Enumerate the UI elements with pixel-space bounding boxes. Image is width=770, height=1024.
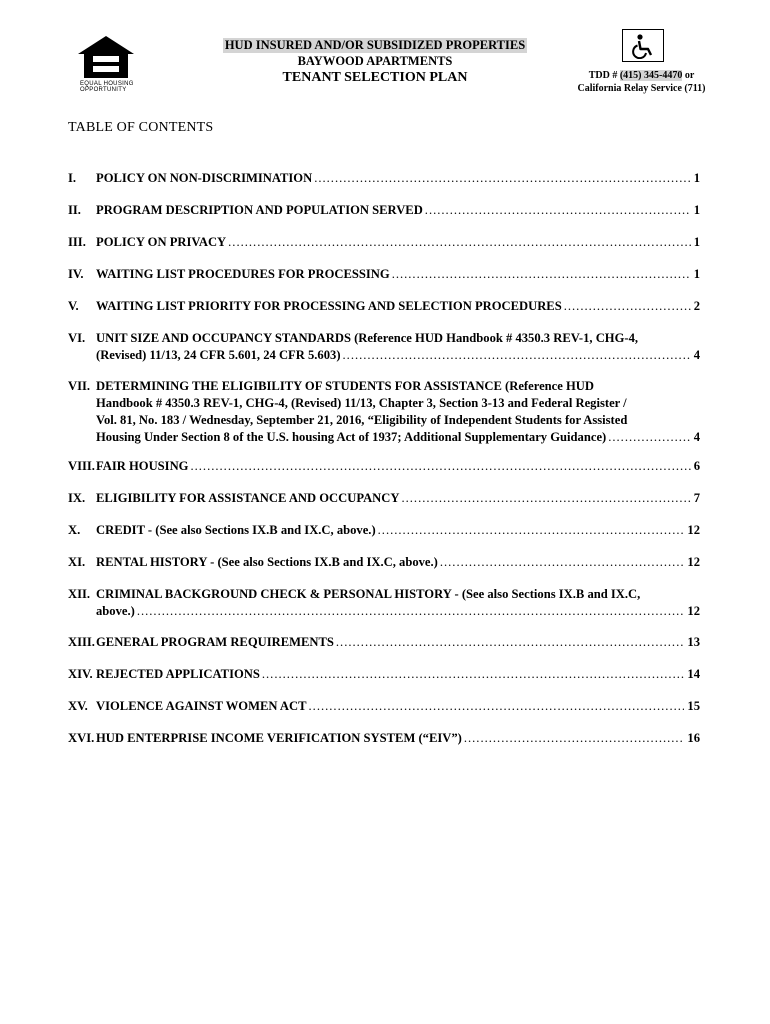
toc-entry[interactable] <box>68 234 700 251</box>
dot-leader <box>378 522 685 539</box>
dot-leader <box>425 202 691 219</box>
toc-page-number: 1 <box>693 203 700 217</box>
toc-entry-number: X. <box>68 523 81 537</box>
tdd-suffix: or <box>682 70 695 81</box>
toc-entry-number: XIII. <box>68 635 95 649</box>
toc-page-number: 12 <box>687 555 700 569</box>
toc-title: TABLE OF CONTENTS <box>68 120 214 135</box>
toc-page-number: 12 <box>687 523 700 537</box>
toc-entry[interactable] <box>68 554 700 571</box>
toc-page-number: 6 <box>693 459 700 473</box>
toc-entry[interactable] <box>68 458 700 475</box>
toc-entry-number: IV. <box>68 267 84 281</box>
toc-entry[interactable] <box>68 378 700 446</box>
toc-entry-number: VI. <box>68 331 86 345</box>
toc-entry-title: HUD ENTERPRISE INCOME VERIFICATION SYSTEM (“EIV”) <box>96 731 462 745</box>
header-line-3: TENANT SELECTION PLAN <box>282 70 468 85</box>
tdd-contact <box>560 69 723 95</box>
toc-entry[interactable] <box>68 202 700 219</box>
toc-page-number: 14 <box>687 667 700 681</box>
dot-leader <box>440 554 685 571</box>
toc-page-number: 7 <box>693 491 700 505</box>
toc-entry-title: WAITING LIST PROCEDURES FOR PROCESSING <box>96 267 390 281</box>
toc-entry[interactable] <box>68 730 700 747</box>
dot-leader <box>137 603 685 620</box>
toc-entry[interactable] <box>68 586 700 620</box>
toc-entry-title: Handbook # 4350.3 REV-1, CHG-4, (Revised) 11/13, Chapter 3, Section 3-13 and Federal Register / <box>96 396 627 410</box>
toc-entry-title: above.) <box>96 604 135 618</box>
dot-leader <box>392 266 691 283</box>
toc-entry-number: XVI. <box>68 731 95 745</box>
toc-page-number: 4 <box>693 348 700 362</box>
toc-entry[interactable] <box>68 666 700 683</box>
tdd-number: (415) 345-4470 <box>619 70 683 81</box>
toc-entry-title: ELIGIBILITY FOR ASSISTANCE AND OCCUPANCY <box>96 491 400 505</box>
document-header <box>190 36 560 87</box>
wheelchair-icon <box>622 29 664 62</box>
toc-entry-title: CRIMINAL BACKGROUND CHECK & PERSONAL HISTORY - (See also Sections IX.B and IX.C, <box>96 587 641 601</box>
toc-entry-title: CREDIT - (See also Sections IX.B and IX.C, above.) <box>96 523 376 537</box>
toc-entry-title: (Revised) 11/13, 24 CFR 5.601, 24 CFR 5.603) <box>96 348 341 362</box>
toc-page-number: 1 <box>693 171 700 185</box>
dot-leader <box>228 234 691 251</box>
toc-page-number: 4 <box>693 430 700 444</box>
dot-leader <box>608 429 690 446</box>
toc-entry-number: VII. <box>68 379 91 393</box>
toc-entry[interactable] <box>68 522 700 539</box>
toc-entry[interactable] <box>68 634 700 651</box>
toc-entry-title: PROGRAM DESCRIPTION AND POPULATION SERVED <box>96 203 423 217</box>
toc-entry-number: VIII. <box>68 459 95 473</box>
tdd-prefix: TDD # <box>588 70 620 81</box>
dot-leader <box>401 490 690 507</box>
dot-leader <box>309 698 685 715</box>
toc-entry-title: WAITING LIST PRIORITY FOR PROCESSING AND SELECTION PROCEDURES <box>96 299 562 313</box>
toc-entry-title: DETERMINING THE ELIGIBILITY OF STUDENTS FOR ASSISTANCE (Reference HUD <box>96 379 594 393</box>
toc-entry-title: Housing Under Section 8 of the U.S. housing Act of 1937; Additional Supplementary Guidance) <box>96 430 607 444</box>
toc-entry-title: VIOLENCE AGAINST WOMEN ACT <box>96 699 307 713</box>
toc-entry-number: V. <box>68 299 79 313</box>
toc-page-number: 16 <box>687 731 700 745</box>
header-line-1: HUD INSURED AND/OR SUBSIDIZED PROPERTIES <box>224 38 526 52</box>
toc-entry[interactable] <box>68 490 700 507</box>
toc-entry-title: UNIT SIZE AND OCCUPANCY STANDARDS (Reference HUD Handbook # 4350.3 REV-1, CHG-4, <box>96 331 639 345</box>
dot-leader <box>564 298 691 315</box>
toc-page-number: 15 <box>687 699 700 713</box>
toc-entry-title: FAIR HOUSING <box>96 459 189 473</box>
toc-entry[interactable] <box>68 170 700 187</box>
toc-entry[interactable] <box>68 266 700 283</box>
toc-entry-title: GENERAL PROGRAM REQUIREMENTS <box>96 635 334 649</box>
toc-entry-title: Vol. 81, No. 183 / Wednesday, September 21, 2016, “Eligibility of Independent Students for Assisted <box>96 413 628 427</box>
header-line-2: BAYWOOD APARTMENTS <box>297 54 453 68</box>
toc-page-number: 1 <box>693 267 700 281</box>
toc-page-number: 1 <box>693 235 700 249</box>
toc-entry-number: I. <box>68 171 77 185</box>
toc-entry-title: POLICY ON NON-DISCRIMINATION <box>96 171 313 185</box>
toc-entry-number: XII. <box>68 587 91 601</box>
toc-entry-title: REJECTED APPLICATIONS <box>96 667 260 681</box>
equal-housing-house-icon <box>76 34 136 80</box>
toc-entry[interactable] <box>68 330 700 364</box>
logo-caption: EQUAL HOUSING OPPORTUNITY <box>80 81 134 93</box>
toc-entry-number: IX. <box>68 491 86 505</box>
toc-entry[interactable] <box>68 698 700 715</box>
toc-entry-title: POLICY ON PRIVACY <box>96 235 227 249</box>
toc-entry[interactable] <box>68 298 700 315</box>
toc-entry-number: II. <box>68 203 81 217</box>
dot-leader <box>262 666 685 683</box>
toc-entry-number: XV. <box>68 699 88 713</box>
dot-leader <box>343 347 691 364</box>
dot-leader <box>190 458 690 475</box>
dot-leader <box>314 170 691 187</box>
toc-entry-title: RENTAL HISTORY - (See also Sections IX.B and IX.C, above.) <box>96 555 438 569</box>
toc-page-number: 13 <box>687 635 700 649</box>
relay-service: California Relay Service (711) <box>577 83 706 94</box>
toc-page-number: 12 <box>687 604 700 618</box>
dot-leader <box>336 634 685 651</box>
equal-housing-logo <box>76 34 142 93</box>
toc-entry-number: XI. <box>68 555 86 569</box>
dot-leader <box>464 730 685 747</box>
toc-entry-number: III. <box>68 235 86 249</box>
toc-page-number: 2 <box>693 299 700 313</box>
toc-entry-number: XIV. <box>68 667 93 681</box>
